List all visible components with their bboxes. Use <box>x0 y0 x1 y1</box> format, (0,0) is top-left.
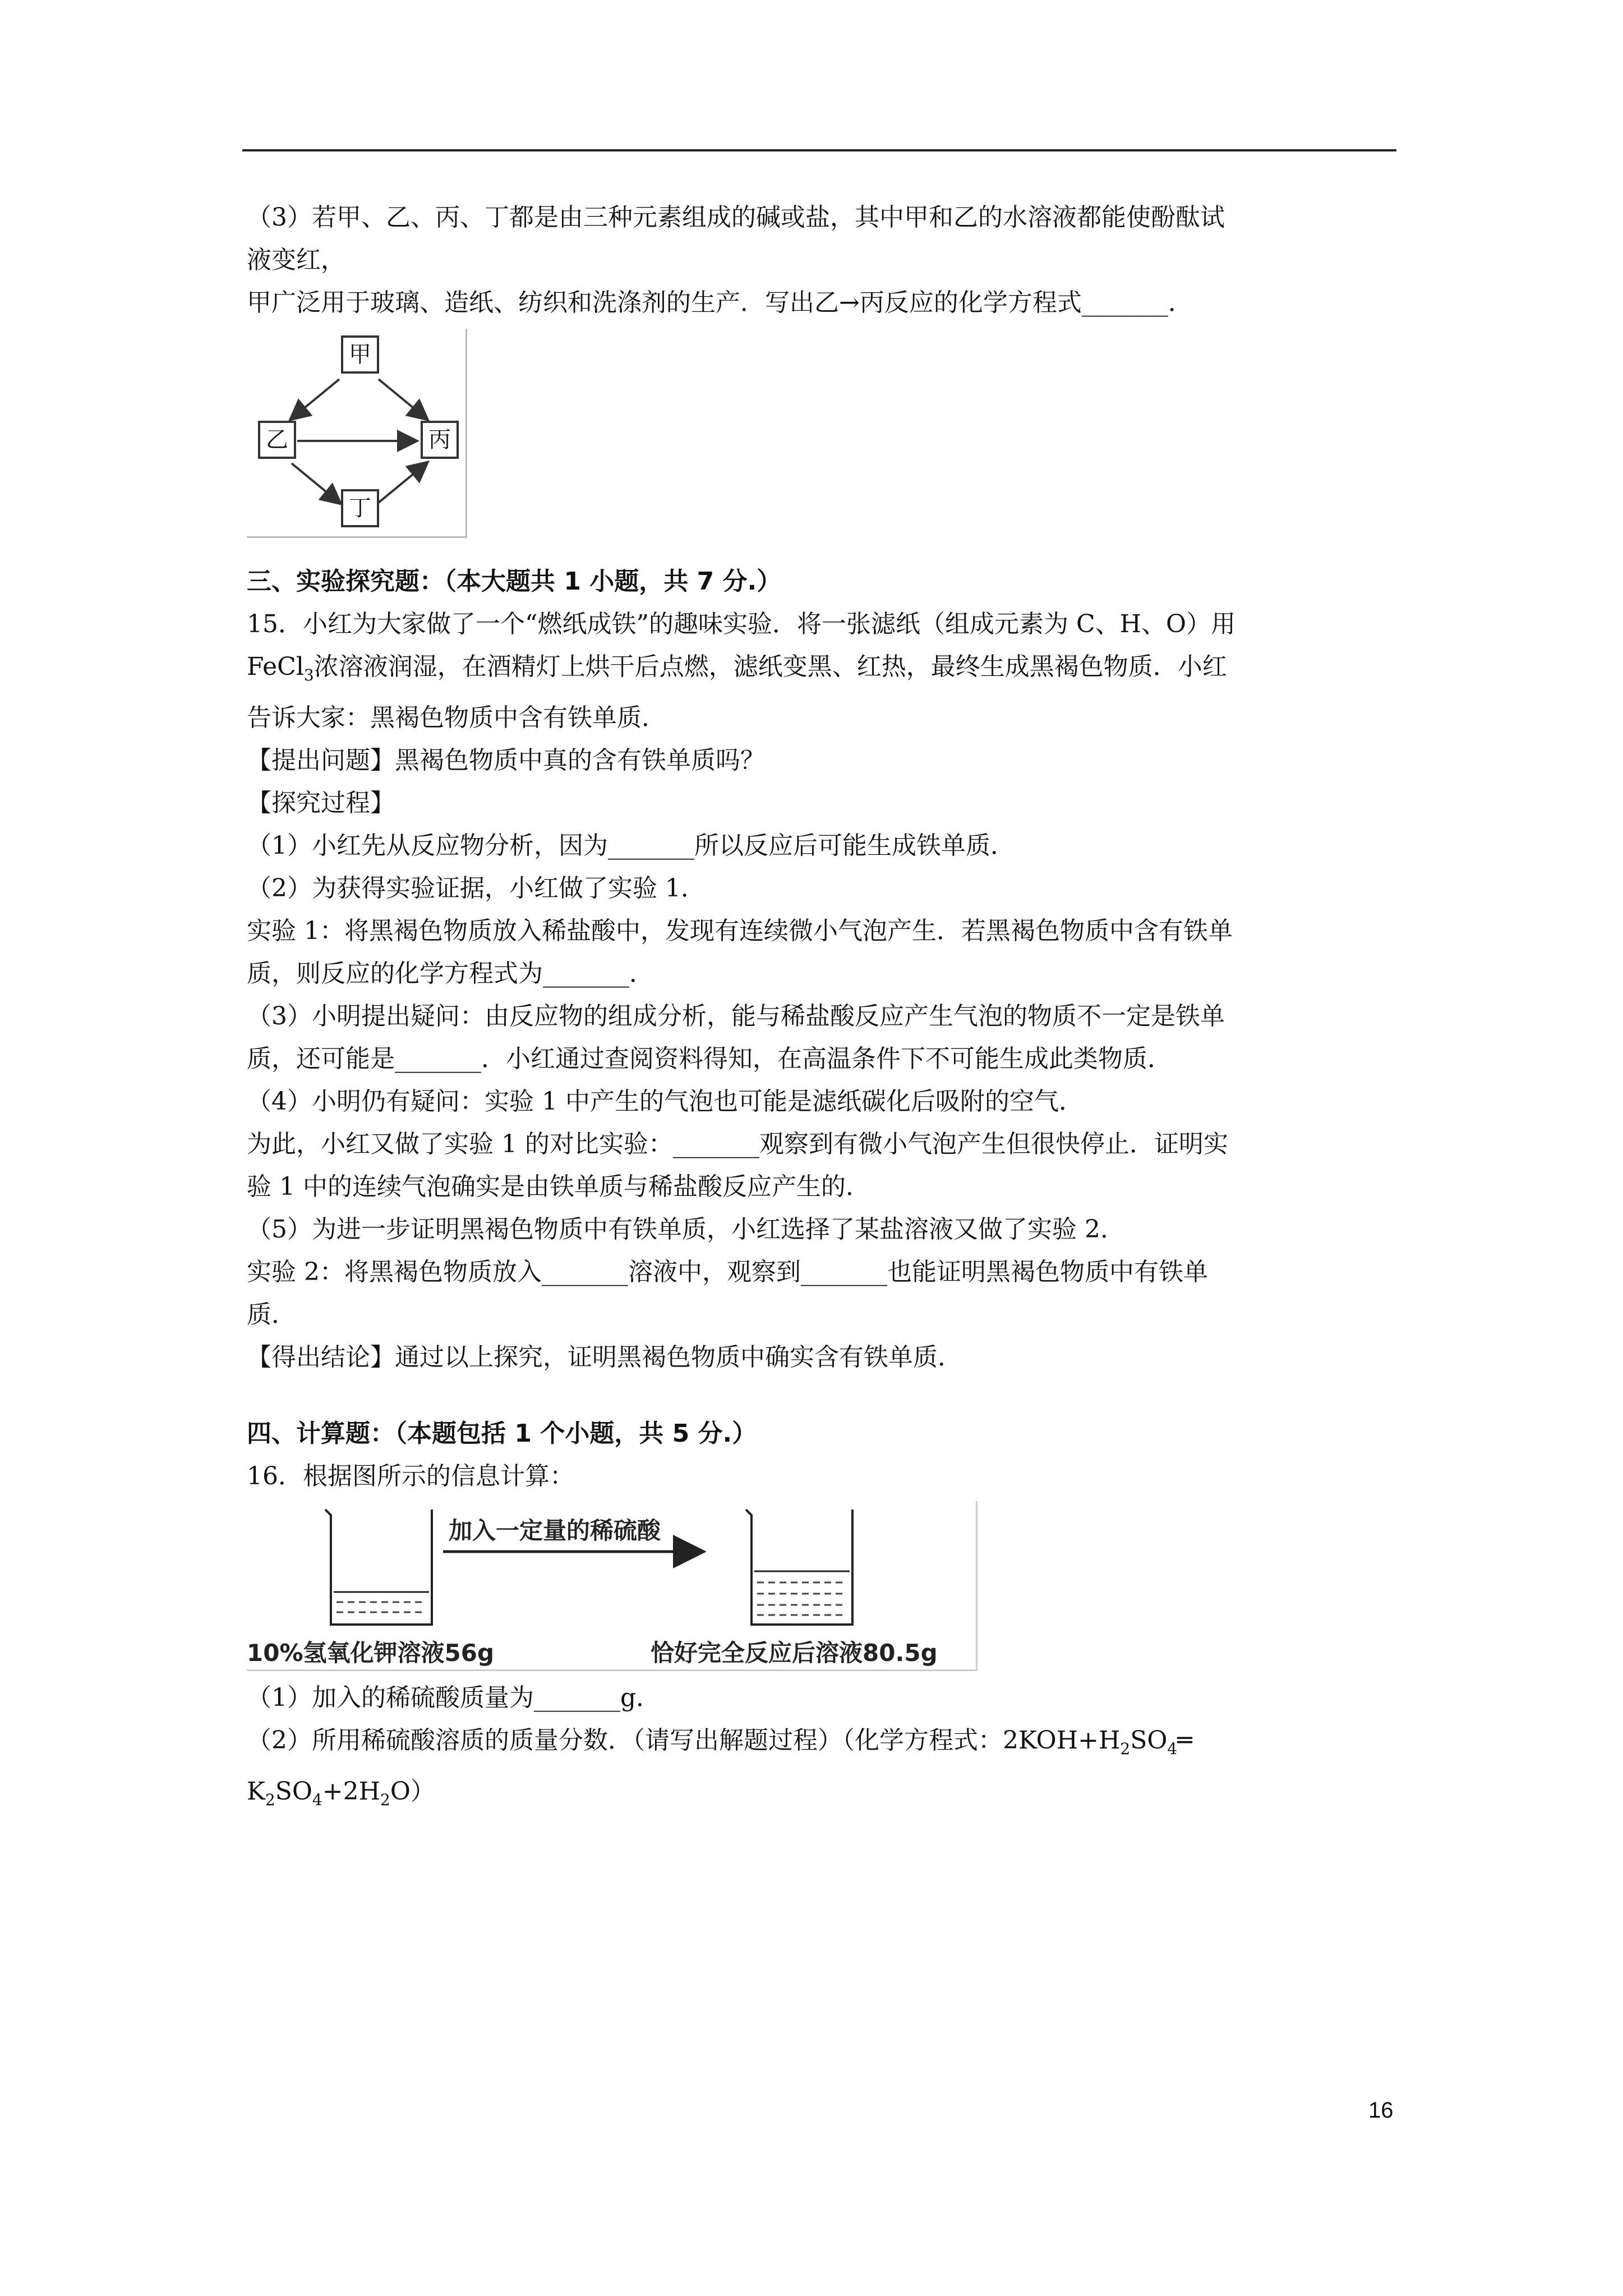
p3-text-e: +2H <box>322 1777 380 1806</box>
experiment2-line1: 实验 2：将黑褐色物质放入_______溶液中，观察到_______也能证明黑褐色物质中有铁单 <box>247 1257 1208 1286</box>
q15-line2-rest: 浓溶液润湿，在酒精灯上烘干后点燃，滤纸变黑、红热，最终生成黑褐色物质．小红 <box>313 652 1227 681</box>
page-number: 16 <box>1368 2098 1394 2123</box>
q15-line1: 15．小红为大家做了一个“燃纸成铁”的趣味实验．将一张滤纸（组成元素为 C、H、O）用 <box>247 610 1236 638</box>
step4b-line2: 验 1 中的连续气泡确实是由铁单质与稀盐酸反应产生的． <box>247 1172 870 1201</box>
p2-sub-b: 2 <box>1120 1739 1131 1758</box>
relation-diagram <box>247 329 467 538</box>
q15-line2 <box>247 646 1391 697</box>
step4: （4）小明仍有疑问：实验 1 中产生的气泡也可能是滤纸碳化后吸附的空气． <box>247 1087 1083 1116</box>
p3-text-g: O） <box>390 1777 435 1806</box>
step1: （1）小红先从反应物分析，因为_______所以反应后可能生成铁单质． <box>247 831 1015 860</box>
step2: （2）为获得实验证据，小红做了实验 1． <box>247 873 706 903</box>
q15-line3: 告诉大家：黑褐色物质中含有铁单质． <box>247 703 666 732</box>
question-heading: 【提出问题】黑褐色物质中真的含有铁单质吗？ <box>247 746 765 775</box>
q16: 16．根据图所示的信息计算： <box>247 1461 574 1490</box>
q16-part2-line1 <box>247 1719 1391 1770</box>
arrow-label: 加入一定量的稀硫酸 <box>449 1516 661 1544</box>
node-ding: 丁 <box>341 489 379 527</box>
experiment1-line1: 实验 1：将黑褐色物质放入稀盐酸中，发现有连续微小气泡产生．若黑褐色物质中含有铁单 <box>247 916 1233 945</box>
node-jia: 甲 <box>341 335 379 374</box>
step4b-line1: 为此，小红又做了实验 1 的对比实验：_______观察到有微小气泡产生但很快停止．证明实 <box>247 1129 1228 1158</box>
q16-part2-line2 <box>247 1770 1391 1821</box>
p3-sub-b: 2 <box>265 1790 275 1809</box>
experiment2-line2: 质． <box>247 1300 296 1329</box>
process-heading: 【探究过程】 <box>247 788 395 817</box>
p2-text-c: SO <box>1130 1726 1168 1755</box>
experiment1-line2: 质，则反应的化学方程式为_______． <box>247 959 654 988</box>
q14-part3-line3: 甲广泛用于玻璃、造纸、纺织和洗涤剂的生产．写出乙→丙反应的化学方程式_______． <box>247 288 1193 317</box>
p3-sub-d: 4 <box>312 1790 322 1809</box>
p3-text-a: K <box>247 1777 265 1806</box>
fecl-text: FeCl <box>247 652 304 681</box>
step3-line2: 质，还可能是_______．小红通过查阅资料得知，在高温条件下不可能生成此类物质． <box>247 1044 1172 1073</box>
step3-line1: （3）小明提出疑问：由反应物的组成分析，能与稀盐酸反应产生气泡的物质不一定是铁单 <box>247 1001 1225 1030</box>
p2-text-e: ═ <box>1177 1726 1192 1755</box>
q14-part3-line1: （3）若甲、乙、丙、丁都是由三种元素组成的碱或盐，其中甲和乙的水溶液都能使酚酞试 <box>247 203 1225 232</box>
q16-part1: （1）加入的稀硫酸质量为_______g． <box>247 1683 661 1712</box>
p2-text-a: （2）所用稀硫酸溶质的质量分数．（请写出解题过程）（化学方程式：2KOH+H <box>247 1726 1121 1755</box>
q14-part3-line2: 液变红， <box>247 246 345 274</box>
p3-text-c: SO <box>275 1777 312 1806</box>
section3-heading: 三、实验探究题：（本大题共 1 小题，共 7 分.） <box>247 567 782 596</box>
right-beaker-label: 恰好完全反应后溶液80.5g <box>651 1639 938 1667</box>
node-bing: 丙 <box>421 421 459 459</box>
left-beaker-label: 10%氢氧化钾溶液56g <box>247 1639 495 1667</box>
header-rule <box>242 149 1396 151</box>
node-yi: 乙 <box>258 421 296 459</box>
page-content <box>247 196 1391 1821</box>
conclusion: 【得出结论】通过以上探究，证明黑褐色物质中确实含有铁单质． <box>247 1342 962 1372</box>
section-gap <box>247 1379 1391 1412</box>
beaker-figure <box>247 1501 978 1671</box>
fecl-subscript: 3 <box>303 665 314 684</box>
step5: （5）为进一步证明黑褐色物质中有铁单质，小红选择了某盐溶液又做了实验 2． <box>247 1214 1125 1244</box>
p3-sub-f: 2 <box>380 1790 390 1809</box>
p2-sub-d: 4 <box>1167 1739 1178 1758</box>
section4-heading: 四、计算题：（本题包括 1 个小题，共 5 分.） <box>247 1419 757 1448</box>
